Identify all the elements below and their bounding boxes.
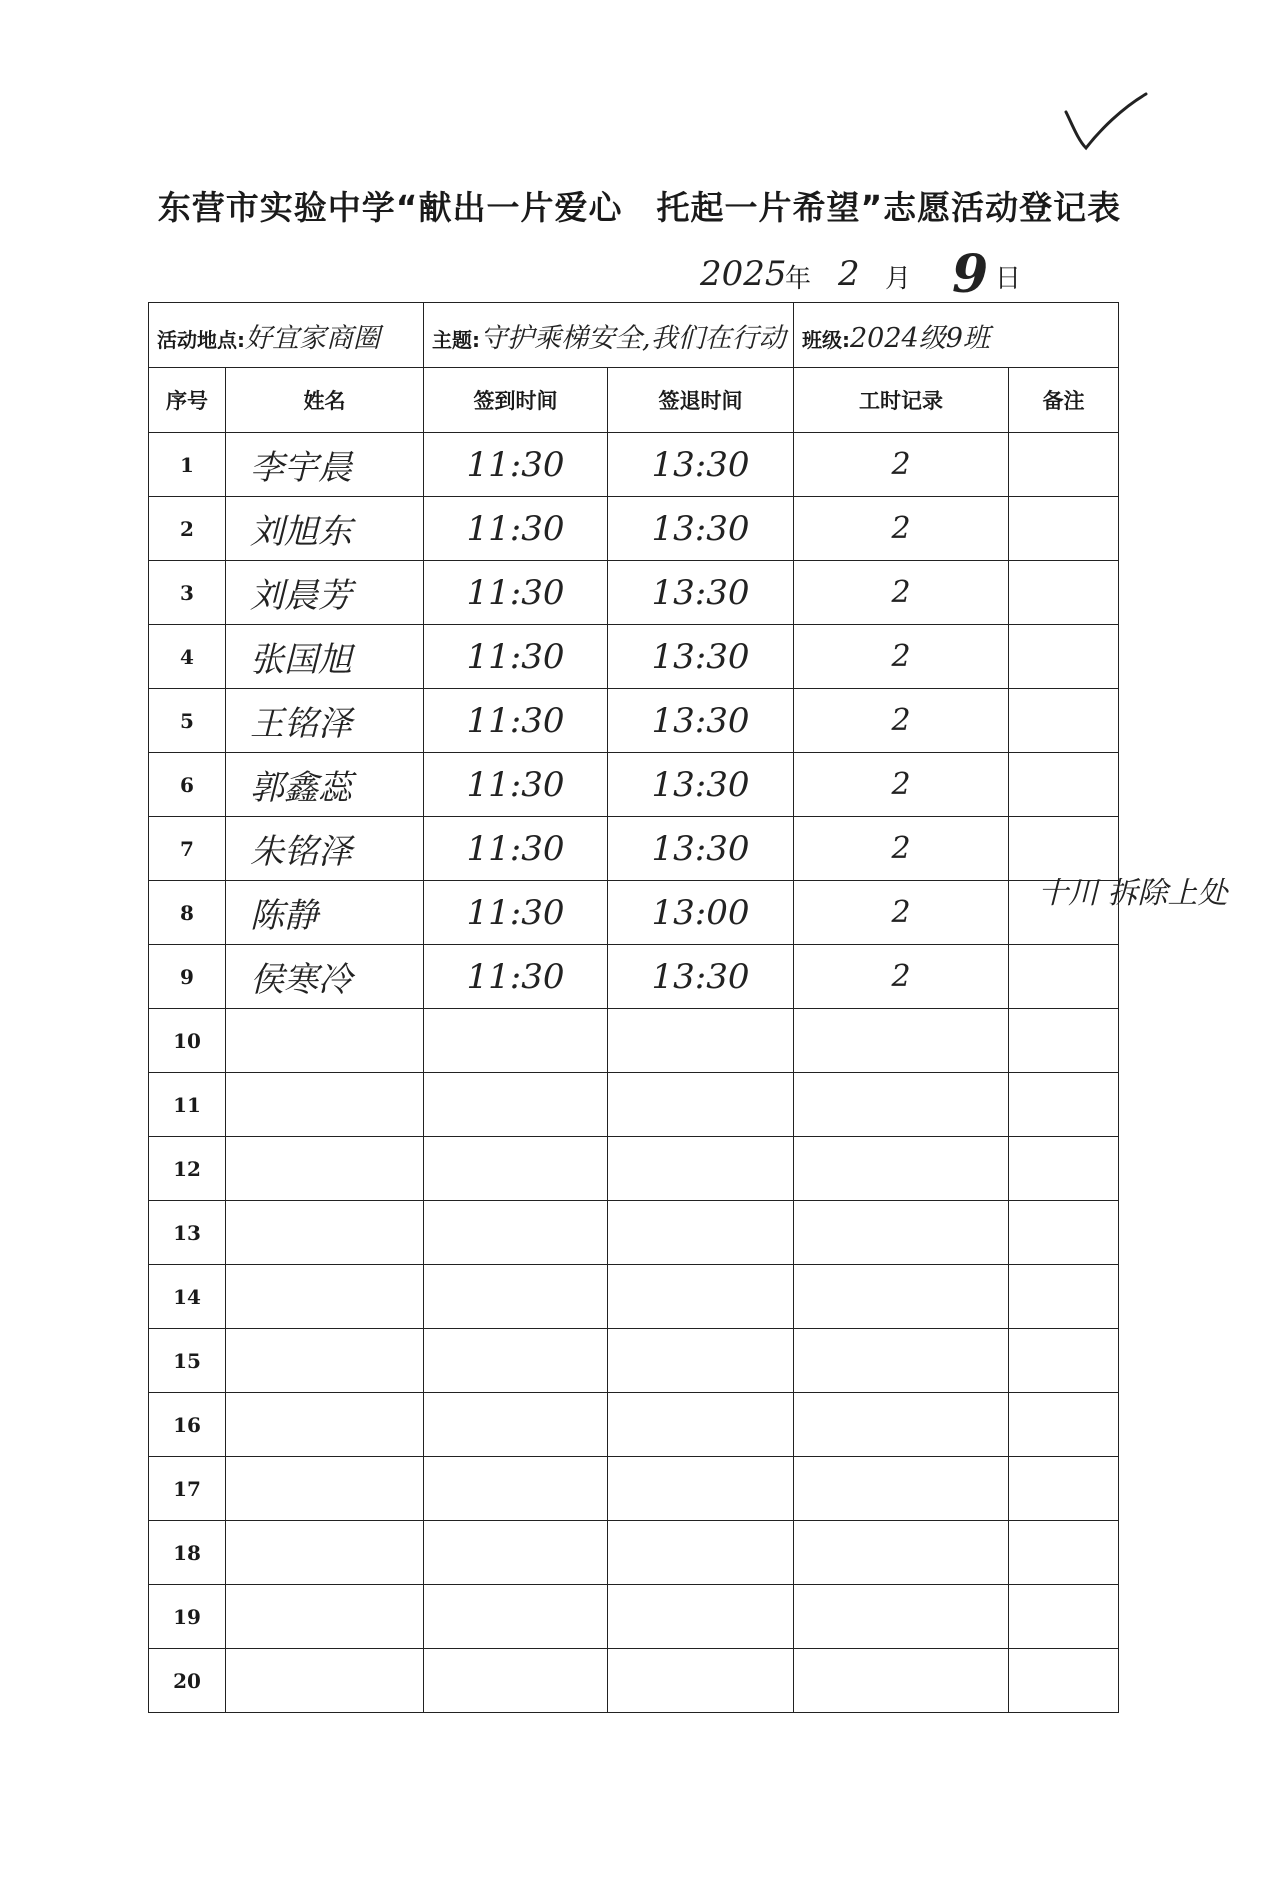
cell-no: 18 xyxy=(149,1521,226,1585)
cell-hours: 2 xyxy=(794,497,1009,561)
cell-hours: 2 xyxy=(794,945,1009,1009)
cell-no: 13 xyxy=(149,1201,226,1265)
cell-check-in: 11:30 xyxy=(424,753,608,817)
cell-check-out: 13:30 xyxy=(608,817,794,881)
date-year-value: 2025 xyxy=(700,254,787,294)
cell-no: 4 xyxy=(149,625,226,689)
cell-check-in: 11:30 xyxy=(424,881,608,945)
table-row xyxy=(149,945,1119,1009)
cell-check-out xyxy=(608,1201,794,1265)
cell-no: 1 xyxy=(149,433,226,497)
cell-hours: 2 xyxy=(794,433,1009,497)
cell-check-in: 11:30 xyxy=(424,625,608,689)
cell-note xyxy=(1009,1009,1119,1073)
cell-no: 20 xyxy=(149,1649,226,1713)
cell-hours xyxy=(794,1073,1009,1137)
cell-check-in xyxy=(424,1457,608,1521)
table-row xyxy=(149,1201,1119,1265)
cell-check-in xyxy=(424,1393,608,1457)
cell-name: 朱铭泽 xyxy=(226,817,424,881)
date-line xyxy=(0,244,1279,305)
col-header-check-out: 签退时间 xyxy=(608,368,794,433)
cell-check-in xyxy=(424,1137,608,1201)
cell-check-out: 13:30 xyxy=(608,433,794,497)
cell-name: 陈静 xyxy=(226,881,424,945)
check-mark-icon xyxy=(1060,90,1150,160)
cell-name xyxy=(226,1073,424,1137)
cell-note xyxy=(1009,1137,1119,1201)
col-header-number: 序号 xyxy=(149,368,226,433)
cell-note xyxy=(1009,1585,1119,1649)
cell-name xyxy=(226,1265,424,1329)
cell-name xyxy=(226,1329,424,1393)
cell-name xyxy=(226,1137,424,1201)
cell-note xyxy=(1009,1649,1119,1713)
cell-check-out xyxy=(608,1457,794,1521)
cell-no: 19 xyxy=(149,1585,226,1649)
cell-check-in xyxy=(424,1585,608,1649)
cell-name: 张国旭 xyxy=(226,625,424,689)
cell-hours xyxy=(794,1137,1009,1201)
table-body xyxy=(149,433,1119,1713)
cell-no: 16 xyxy=(149,1393,226,1457)
cell-check-out xyxy=(608,1265,794,1329)
cell-note xyxy=(1009,1329,1119,1393)
cell-no: 2 xyxy=(149,497,226,561)
cell-name xyxy=(226,1201,424,1265)
cell-check-in: 11:30 xyxy=(424,433,608,497)
cell-note xyxy=(1009,1201,1119,1265)
cell-check-in xyxy=(424,1201,608,1265)
cell-hours: 2 xyxy=(794,753,1009,817)
cell-no: 6 xyxy=(149,753,226,817)
table-header-row xyxy=(149,368,1119,433)
cell-no: 8 xyxy=(149,881,226,945)
table-row xyxy=(149,1265,1119,1329)
cell-no: 12 xyxy=(149,1137,226,1201)
cell-check-in: 11:30 xyxy=(424,689,608,753)
cell-hours xyxy=(794,1457,1009,1521)
cell-check-out: 13:30 xyxy=(608,945,794,1009)
class-label: 班级: xyxy=(802,327,850,352)
table-row xyxy=(149,1009,1119,1073)
col-header-hours: 工时记录 xyxy=(794,368,1009,433)
cell-note xyxy=(1009,689,1119,753)
cell-name xyxy=(226,1585,424,1649)
table-row xyxy=(149,561,1119,625)
cell-no: 7 xyxy=(149,817,226,881)
location-label: 活动地点: xyxy=(157,327,245,352)
table-row xyxy=(149,689,1119,753)
cell-check-out: 13:30 xyxy=(608,625,794,689)
cell-name xyxy=(226,1009,424,1073)
cell-hours: 2 xyxy=(794,561,1009,625)
cell-check-out: 13:30 xyxy=(608,753,794,817)
cell-check-in: 11:30 xyxy=(424,497,608,561)
date-month-label: 月 xyxy=(885,264,912,294)
cell-check-out xyxy=(608,1329,794,1393)
cell-no: 14 xyxy=(149,1265,226,1329)
cell-check-in xyxy=(424,1265,608,1329)
date-year-label: 年 xyxy=(785,264,812,294)
margin-note: 十川 拆除上处 xyxy=(1038,876,1228,911)
table-row xyxy=(149,625,1119,689)
table-row xyxy=(149,817,1119,881)
cell-hours: 2 xyxy=(794,689,1009,753)
table-row xyxy=(149,497,1119,561)
cell-no: 5 xyxy=(149,689,226,753)
table-row xyxy=(149,881,1119,945)
cell-check-in xyxy=(424,1009,608,1073)
cell-no: 3 xyxy=(149,561,226,625)
cell-check-out xyxy=(608,1137,794,1201)
table-row xyxy=(149,1393,1119,1457)
cell-note xyxy=(1009,497,1119,561)
cell-check-in: 11:30 xyxy=(424,561,608,625)
cell-hours xyxy=(794,1585,1009,1649)
cell-check-out xyxy=(608,1585,794,1649)
cell-hours xyxy=(794,1521,1009,1585)
cell-hours: 2 xyxy=(794,817,1009,881)
cell-hours: 2 xyxy=(794,881,1009,945)
cell-hours: 2 xyxy=(794,625,1009,689)
cell-check-out: 13:00 xyxy=(608,881,794,945)
cell-note xyxy=(1009,1521,1119,1585)
cell-check-out: 13:30 xyxy=(608,689,794,753)
cell-check-out xyxy=(608,1393,794,1457)
cell-hours xyxy=(794,1265,1009,1329)
location-value: 好宜家商圈 xyxy=(245,322,380,354)
cell-check-out xyxy=(608,1073,794,1137)
table-row xyxy=(149,433,1119,497)
cell-note xyxy=(1009,1073,1119,1137)
date-day-value: 9 xyxy=(952,244,989,305)
cell-name: 刘旭东 xyxy=(226,497,424,561)
cell-check-out xyxy=(608,1521,794,1585)
cell-no: 15 xyxy=(149,1329,226,1393)
cell-hours xyxy=(794,1329,1009,1393)
cell-check-in xyxy=(424,1073,608,1137)
cell-hours xyxy=(794,1201,1009,1265)
cell-note xyxy=(1009,625,1119,689)
cell-hours xyxy=(794,1649,1009,1713)
cell-check-in xyxy=(424,1521,608,1585)
cell-no: 9 xyxy=(149,945,226,1009)
info-row xyxy=(149,303,1119,368)
table-row xyxy=(149,753,1119,817)
cell-check-out xyxy=(608,1649,794,1713)
cell-no: 11 xyxy=(149,1073,226,1137)
table-row xyxy=(149,1457,1119,1521)
date-day-label: 日 xyxy=(995,264,1022,294)
col-header-note: 备注 xyxy=(1009,368,1119,433)
class-value: 2024级9班 xyxy=(850,322,990,354)
theme-cell xyxy=(424,303,794,368)
cell-name xyxy=(226,1649,424,1713)
table-row xyxy=(149,1329,1119,1393)
col-header-name: 姓名 xyxy=(226,368,424,433)
cell-name: 李宇晨 xyxy=(226,433,424,497)
table-row xyxy=(149,1073,1119,1137)
registration-table xyxy=(148,302,1119,1713)
location-cell xyxy=(149,303,424,368)
cell-check-out: 13:30 xyxy=(608,561,794,625)
cell-name: 王铭泽 xyxy=(226,689,424,753)
class-cell xyxy=(794,303,1119,368)
cell-check-in xyxy=(424,1649,608,1713)
cell-note xyxy=(1009,1393,1119,1457)
cell-note xyxy=(1009,1265,1119,1329)
table-row xyxy=(149,1649,1119,1713)
cell-check-in: 11:30 xyxy=(424,945,608,1009)
cell-hours xyxy=(794,1393,1009,1457)
cell-name xyxy=(226,1393,424,1457)
cell-note xyxy=(1009,945,1119,1009)
date-month-value: 2 xyxy=(838,254,860,294)
table-row xyxy=(149,1585,1119,1649)
cell-note xyxy=(1009,1457,1119,1521)
theme-value: 守护乘梯安全,我们在行动 xyxy=(480,322,786,354)
table-row xyxy=(149,1137,1119,1201)
cell-hours xyxy=(794,1009,1009,1073)
cell-note xyxy=(1009,561,1119,625)
cell-check-out: 13:30 xyxy=(608,497,794,561)
table-row xyxy=(149,1521,1119,1585)
col-header-check-in: 签到时间 xyxy=(424,368,608,433)
cell-name: 刘晨芳 xyxy=(226,561,424,625)
cell-check-out xyxy=(608,1009,794,1073)
page-title: 东营市实验中学“献出一片爱心 托起一片希望”志愿活动登记表 xyxy=(157,188,1122,227)
cell-name xyxy=(226,1457,424,1521)
cell-note xyxy=(1009,433,1119,497)
cell-note xyxy=(1009,753,1119,817)
cell-name: 郭鑫蕊 xyxy=(226,753,424,817)
cell-no: 17 xyxy=(149,1457,226,1521)
cell-check-in xyxy=(424,1329,608,1393)
cell-no: 10 xyxy=(149,1009,226,1073)
cell-name xyxy=(226,1521,424,1585)
theme-label: 主题: xyxy=(432,327,480,352)
cell-check-in: 11:30 xyxy=(424,817,608,881)
cell-name: 侯寒冷 xyxy=(226,945,424,1009)
